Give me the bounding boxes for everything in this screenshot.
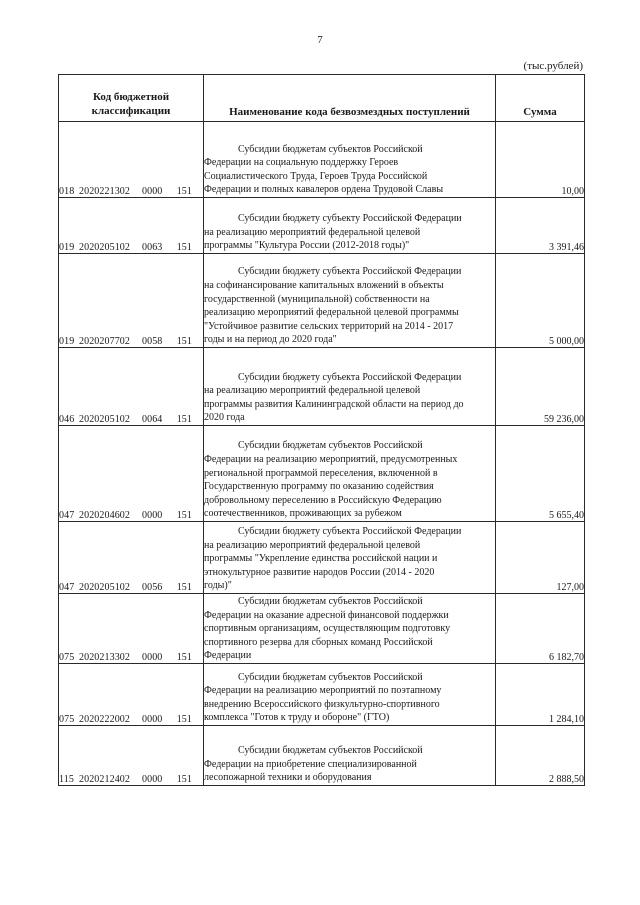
unit-note: (тыс.рублей) [523, 60, 583, 72]
amount-cell: 10,00 [496, 122, 585, 198]
income-name-line: на реализацию мероприятий федеральной целевой [204, 226, 421, 238]
amount-cell: 1 284,10 [496, 664, 585, 726]
program-code: 0000 [142, 714, 163, 725]
kosgu-code: 151 [176, 652, 192, 663]
income-name-cell [204, 594, 496, 664]
table-body [59, 122, 585, 786]
income-name-line: Субсидии бюджету субъекта Российской Федерации [238, 526, 462, 538]
income-name-cell [204, 198, 496, 254]
admin-code: 019 [59, 242, 75, 253]
header-code-line1: Код бюджетной [92, 91, 170, 103]
kosgu-code: 151 [176, 242, 192, 253]
income-name-line: региональной программой переселения, включенной в [204, 467, 438, 479]
table-row [59, 122, 585, 198]
header-code [59, 75, 204, 122]
kosgu-code: 151 [176, 510, 192, 521]
income-name-line: 2020 года [204, 412, 245, 424]
income-name-line: соотечественников, проживающих за рубежом [204, 508, 402, 520]
income-name-cell [204, 726, 496, 786]
income-name-line: комплекса "Готов к труду и обороне" (ГТО) [204, 712, 390, 724]
income-name-line: Социалистического Труда, Героев Труда Российской [204, 170, 428, 182]
table-row [59, 348, 585, 426]
income-name-line: программы "Культура России (2012-2018 годы)" [204, 240, 410, 252]
admin-code: 047 [59, 582, 75, 593]
income-name-line: государственной (муниципальной) собственности на [204, 293, 430, 305]
income-name-line: Субсидии бюджету субъекта Российской Федерации [238, 266, 462, 278]
income-name-line: добровольному переселению в Российскую Федерацию [204, 494, 442, 506]
budget-code-cell [59, 522, 204, 594]
income-name-line: Государственную программу по оказанию содействия [204, 481, 434, 493]
income-name-line: на софинансирование капитальных вложений в объекты [204, 280, 444, 292]
income-code: 2020204602 [79, 510, 130, 521]
income-name-line: программы развития Калининградской области на период до [204, 398, 464, 410]
table-row [59, 198, 585, 254]
income-name-line: "Устойчивое развитие сельских территорий на 2014 - 2017 [204, 320, 454, 332]
kosgu-code: 151 [176, 582, 192, 593]
admin-code: 075 [59, 714, 75, 725]
income-code: 2020212402 [79, 774, 130, 785]
amount-cell: 2 888,50 [496, 726, 585, 786]
income-name-line: годы и на период до 2020 года" [204, 334, 337, 346]
program-code: 0000 [142, 186, 163, 197]
income-name-line: Федерации на приобретение специализированной [204, 758, 417, 770]
amount-cell: 6 182,70 [496, 594, 585, 664]
admin-code: 075 [59, 652, 75, 663]
amount-cell: 127,00 [496, 522, 585, 594]
income-name-line: Федерации на реализацию мероприятий по поэтапному [204, 685, 442, 697]
income-code: 2020207702 [79, 336, 130, 347]
program-code: 0063 [142, 242, 163, 253]
budget-code-cell [59, 198, 204, 254]
income-name-line: на реализацию мероприятий федеральной целевой [204, 539, 421, 551]
income-name-line: Субсидии бюджету субъекту Российской Федерации [238, 213, 462, 225]
income-name-cell [204, 122, 496, 198]
program-code: 0056 [142, 582, 163, 593]
admin-code: 115 [59, 774, 74, 785]
admin-code: 018 [59, 186, 75, 197]
income-name-line: реализацию мероприятий федеральной целевой программы [204, 307, 459, 319]
income-name-line: Субсидии бюджетам субъектов Российской [238, 440, 423, 452]
income-name-line: Федерации на оказание адресной финансовой поддержки [204, 609, 449, 621]
income-name-line: программы "Укрепление единства российской нации и [204, 553, 438, 565]
kosgu-code: 151 [176, 336, 192, 347]
budget-code-cell [59, 664, 204, 726]
income-name-line: лесопожарной техники и оборудования [204, 772, 372, 784]
income-code: 2020205102 [79, 414, 130, 425]
table-row [59, 664, 585, 726]
income-code: 2020213302 [79, 652, 130, 663]
income-name-cell [204, 522, 496, 594]
income-name-line: Федерации на реализацию мероприятий, предусмотренных [204, 454, 458, 466]
budget-code-cell [59, 348, 204, 426]
table-row [59, 594, 585, 664]
kosgu-code: 151 [176, 774, 192, 785]
amount-cell: 59 236,00 [496, 348, 585, 426]
income-name-line: Федерации и полных кавалеров ордена Трудовой Славы [204, 184, 444, 196]
income-name-line: на реализацию мероприятий федеральной целевой [204, 385, 421, 397]
budget-code-cell [59, 726, 204, 786]
income-name-cell [204, 426, 496, 522]
admin-code: 047 [59, 510, 75, 521]
income-name-line: этнокультурное развитие народов России (2014 - 2020 [204, 566, 435, 578]
income-code: 2020205102 [79, 242, 130, 253]
header-code-line2: классификации [91, 105, 171, 117]
income-name-line: спортивным организациям, осуществляющим подготовку [204, 623, 451, 635]
income-code: 2020221302 [79, 186, 130, 197]
income-name-line: внедрению Всероссийского физкультурно-спортивного [204, 698, 440, 710]
income-name-line: годы)" [204, 580, 232, 592]
program-code: 0000 [142, 510, 163, 521]
income-name-cell [204, 664, 496, 726]
table-row [59, 522, 585, 594]
kosgu-code: 151 [176, 714, 192, 725]
table-row [59, 254, 585, 348]
program-code: 0058 [142, 336, 163, 347]
income-name-line: спортивного резерва для сборных команд Российской [204, 636, 433, 648]
income-name-line: Субсидии бюджетам субъектов Российской [238, 745, 423, 757]
income-code: 2020222002 [79, 714, 130, 725]
table-header-row [59, 75, 585, 122]
table-row [59, 726, 585, 786]
income-name-line: Субсидии бюджетам субъектов Российской [238, 596, 423, 608]
table-row [59, 426, 585, 522]
income-name-cell [204, 254, 496, 348]
budget-table [58, 74, 585, 786]
income-code: 2020205102 [79, 582, 130, 593]
header-sum: Сумма [496, 75, 585, 122]
program-code: 0064 [142, 414, 163, 425]
budget-code-cell [59, 254, 204, 348]
income-name-line: Субсидии бюджету субъекта Российской Федерации [238, 371, 462, 383]
income-name-line: Субсидии бюджетам субъектов Российской [238, 143, 423, 155]
budget-code-cell [59, 426, 204, 522]
admin-code: 019 [59, 336, 75, 347]
amount-cell: 5 000,00 [496, 254, 585, 348]
income-name-line: Субсидии бюджетам субъектов Российской [238, 671, 423, 683]
budget-code-cell [59, 122, 204, 198]
program-code: 0000 [142, 652, 163, 663]
page-number: 7 [317, 34, 323, 46]
amount-cell: 3 391,46 [496, 198, 585, 254]
admin-code: 046 [59, 414, 75, 425]
kosgu-code: 151 [176, 186, 192, 197]
kosgu-code: 151 [176, 414, 192, 425]
income-name-cell [204, 348, 496, 426]
amount-cell: 5 655,40 [496, 426, 585, 522]
program-code: 0000 [142, 774, 163, 785]
income-name-line: Федерации [204, 650, 252, 662]
header-name: Наименование кода безвозмездных поступлений [204, 75, 496, 122]
income-name-line: Федерации на социальную поддержку Героев [204, 157, 399, 169]
budget-code-cell [59, 594, 204, 664]
